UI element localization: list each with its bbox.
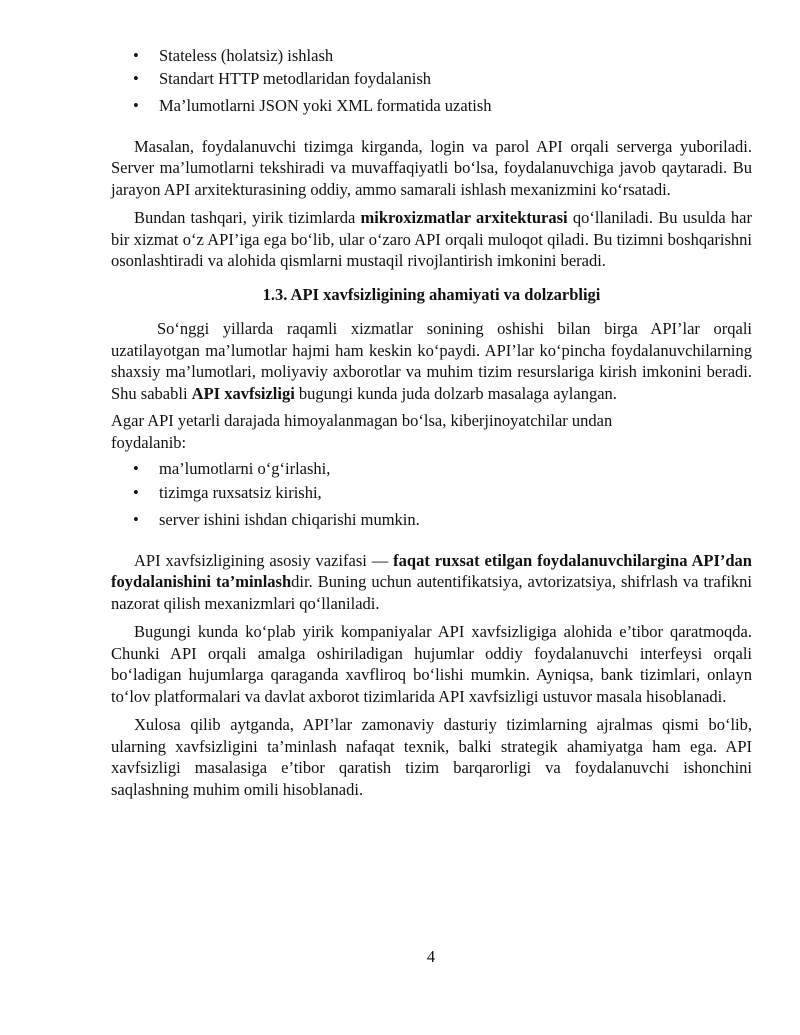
paragraph-companies: Bugungi kunda ko‘plab yirik kompaniyalar API xavfsizligiga alohida e’tibor qaratmoqda. Chunki API orqali amalga oshiriladigan hujumlar oddiy foydalanuvchi interfeysi orqali bo‘ladigan hujumlarga qaraganda xavfliroq bo‘lishi mumkin. Ayniqsa, bank tizimlari, onlayn to‘lov platformalari va davlat axborot tizimlarida API xavfsizligi ustuvor masala hisoblanadi. [111, 622, 752, 706]
text-line: Agar API yetarli darajada himoyalanmagan bo‘lsa, kiberjinoyatchilar undan [111, 411, 613, 430]
bold-term: faqat ruxsat etilgan foydalanuvchilargina API’dan foydalanishini ta’minlash [111, 550, 752, 591]
list-item: • Stateless (holatsiz) ishlash [111, 45, 752, 67]
bold-term: mikroxizmatlar arxitekturasi [360, 208, 568, 227]
paragraph-conclusion: Xulosa qilib aytganda, API’lar zamonaviy dasturiy tizimlarning ajralmas qismi bo‘lib, ularning xavfsizligini ta’minlash nafaqat texnik, balki strategik ahamiyatga ham ega. API xavfsizligi masalasiga e’tibor qaratish tizim barqarorligi va foydalanuvchi ishonchini saqlashning muhim omili hisoblanadi. [111, 715, 752, 799]
page-number: 4 [426, 947, 436, 966]
section-heading: 1.3. API xavfsizligining ahamiyati va dolzarbligi [262, 284, 601, 304]
list-item: • Ma’lumotlarni JSON yoki XML formatida uzatish [111, 95, 752, 117]
paragraph-threat-intro [111, 410, 752, 453]
text-run: Bundan tashqari, yirik tizimlarda [134, 208, 361, 227]
text-run: So‘nggi yillarda raqamli xizmatlar sonining oshishi bilan birga API’lar orqali uzatilayotgan ma’lumotlar hajmi ham keskin ko‘paydi. API’lar ko‘pincha foydalanuvchilarning shaxsiy ma’lumotlari, moliyaviy axborotlar va muhim tizim resurslariga kirish imkonini beradi. Shu sababli [111, 319, 752, 403]
list-item: • ma’lumotlarni o‘g‘irlashi, [111, 458, 752, 480]
text-run: qo‘llaniladi. Bu usulda har bir xizmat o‘z API’iga ega bo‘lib, ular o‘zaro API orqali muloqot qiladi. Bu tizimni boshqarishni osonlashtiradi va alohida qismlarni mustaqil rivojlantirish imkonini beradi. [111, 208, 752, 270]
paragraph-main-task [111, 550, 752, 615]
list-item: • tizimga ruxsatsiz kirishi, [111, 482, 752, 504]
text-run: bugungi kunda juda dolzarb masalaga aylangan. [294, 383, 617, 403]
bullet-list-rest-principles [111, 45, 752, 117]
paragraph-microservices [111, 207, 752, 272]
text-run: API xavfsizligining asosiy vazifasi — [134, 550, 394, 570]
bullet-list-threats [111, 458, 752, 531]
bold-term: API xavfsizligi [191, 383, 295, 403]
list-item: • Standart HTTP metodlaridan foydalanish [111, 68, 752, 90]
list-item: • server ishini ishdan chiqarishi mumkin. [111, 509, 752, 531]
paragraph-api-security-relevance [111, 318, 752, 404]
text-run: dir. Buning uchun autentifikatsiya, avtorizatsiya, shifrlash va trafikni nazorat qilish mexanizmlari qo‘llaniladi. [111, 572, 753, 613]
paragraph-login-example: Masalan, foydalanuvchi tizimga kirganda, login va parol API orqali serverga yuboriladi. Server ma’lumotlarni tekshiradi va muvaffaqiyatli bo‘lsa, foydalanuvchiga javob qaytaradi. Bu jarayon API arxitekturasining oddiy, ammo samarali ishlash mexanizmini ko‘rsatadi. [111, 136, 752, 199]
text-line: foydalanib: [111, 432, 187, 452]
